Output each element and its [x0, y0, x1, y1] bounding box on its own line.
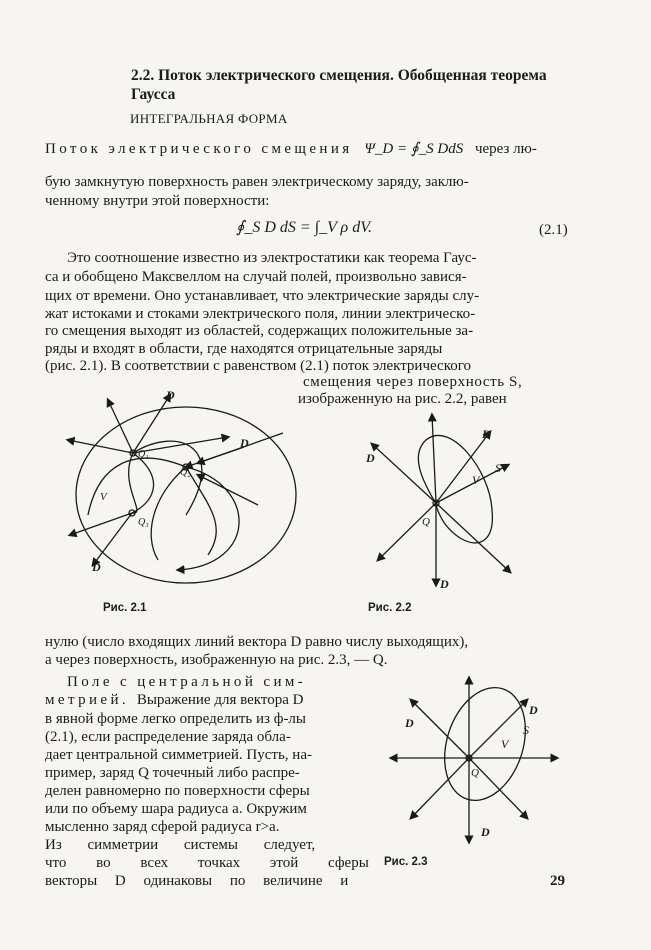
para4-line8: или по объему шара радиуса a. Окружим [45, 801, 307, 817]
fig3-surface [431, 677, 539, 811]
fig1-label-d-bottom: D [92, 560, 101, 574]
section-heading [131, 66, 591, 104]
page-number: 29 [550, 873, 565, 889]
inline-formula: Ψ_D = ∮_S DdS [364, 141, 464, 157]
fig2-label-v: V [472, 473, 480, 487]
fig3-label-v: V [501, 737, 509, 751]
equation-number: (2.1) [539, 222, 568, 238]
para4-line2 [45, 692, 303, 710]
para1-line2: бую замкнутую поверхность равен электрическому заряду, заклю- [45, 174, 469, 190]
para4-line3: в явной форме легко определить из ф-лы [45, 711, 306, 727]
para1-line1 [45, 141, 537, 159]
section-number: 2.2. [131, 67, 155, 84]
fig2-label-d-top: D [482, 427, 491, 441]
para2-line2: са и обобщено Максвеллом на случай полей, произвольно завися- [45, 269, 467, 285]
fig1-arrow [93, 513, 132, 565]
fig1-label-q3: Q₃ [138, 517, 149, 528]
fig1-label-d-top: D [166, 388, 175, 402]
figure-2-1 [58, 385, 298, 595]
fig2-arrow [432, 415, 436, 503]
fig1-arrow [198, 475, 258, 505]
para3-line1: нулю (число входящих линий вектора D равно числу выходящих), [45, 634, 469, 650]
fig2-label-q: Q [422, 516, 430, 528]
figure-2-2-caption: Рис. 2.2 [368, 602, 412, 614]
fig2-label-s: S [495, 461, 501, 475]
para4-line2-lead: метрией. [45, 692, 130, 708]
fig2-arrow [378, 503, 436, 560]
figure-2-1-caption: Рис. 2.1 [103, 602, 147, 614]
para3-line2: а через поверхность, изображенную на рис. 2.3, — Q. [45, 652, 388, 668]
fig1-arrow [108, 400, 133, 453]
fig3-label-q: Q [471, 767, 479, 779]
para2-line1: Это соотношение известно из электростатики как теорема Гаус- [67, 250, 477, 266]
fig1-outer-surface [76, 407, 296, 583]
fig3-label-d-right: D [529, 703, 538, 717]
fig2-label-d-bottom: D [440, 577, 449, 591]
para4-line10: Из симметрии системы следует, [45, 837, 316, 853]
fig2-arrow [372, 444, 436, 503]
para4-line11: что во всех точках этой сферы [45, 855, 369, 871]
para2-line6: ряды и входят в области, где находятся отрицательные заряды [45, 341, 443, 357]
fig1-label-q2: Q₂ [180, 467, 191, 478]
figure-2-3-caption: Рис. 2.3 [384, 856, 428, 868]
para2-line4: жат истоками и стоками электрического поля, линии электрическо- [45, 306, 476, 322]
figure-2-2 [360, 410, 520, 592]
fig1-field-line [151, 467, 186, 560]
figure-2-3 [385, 672, 565, 852]
fig3-label-s: S [523, 723, 529, 737]
para1-lead: Поток электрического смещения [45, 141, 353, 157]
fig1-label-d-right: D [240, 436, 249, 450]
para2-right-line1: смещения через поверхность S, [303, 374, 523, 390]
fig3-arrow [411, 758, 469, 818]
para4-line1: Поле с центральной сим- [67, 674, 307, 690]
fig3-label-d-left: D [405, 716, 414, 730]
para2-line3: щих от времени. Оно устанавливает, что электрические заряды слу- [45, 288, 480, 304]
para1-lead-tail: через лю- [474, 141, 537, 157]
section-title: Поток электрического смещения. Обобщенная теорема Гаусса [131, 67, 547, 103]
fig2-arrow [436, 503, 510, 572]
para4-line4: (2.1), если распределение заряда обла- [45, 729, 291, 745]
para2-right-line2: изображенную на рис. 2.2, равен [298, 391, 507, 407]
subheading: ИНТЕГРАЛЬНАЯ ФОРМА [130, 111, 288, 126]
para4-line7: делен равномерно по поверхности сферы [45, 783, 310, 799]
para4-line12: векторы D одинаковы по величине и [45, 873, 349, 889]
para4-line5: дает центральной симметрией. Пусть, на- [45, 747, 312, 763]
fig3-label-d-bottom: D [481, 825, 490, 839]
para4-line2-tail: Выражение для вектора D [136, 692, 304, 708]
fig1-field-line [129, 453, 137, 513]
para1-line3: ченному внутри этой поверхности: [45, 193, 270, 209]
para2-line5: го смещения выходят из областей, содержащих положительные за- [45, 323, 474, 339]
fig3-arrow [469, 700, 527, 758]
fig1-field-line [88, 458, 186, 515]
fig1-label-q1: Q₁ [138, 449, 149, 460]
fig2-arrow [436, 432, 490, 503]
para4-line6: пример, заряд Q точечный либо распре- [45, 765, 300, 781]
para2-line7: (рис. 2.1). В соответствии с равенством (2.1) поток электрического [45, 358, 471, 374]
fig2-label-d-left: D [366, 451, 375, 465]
fig1-label-v: V [100, 491, 107, 503]
equation: ∮_S D dS = ∫_V ρ dV. [236, 219, 372, 236]
fig1-arrow [68, 440, 133, 453]
para4-line9: мысленно заряд сферой радиуса r>a. [45, 819, 280, 835]
